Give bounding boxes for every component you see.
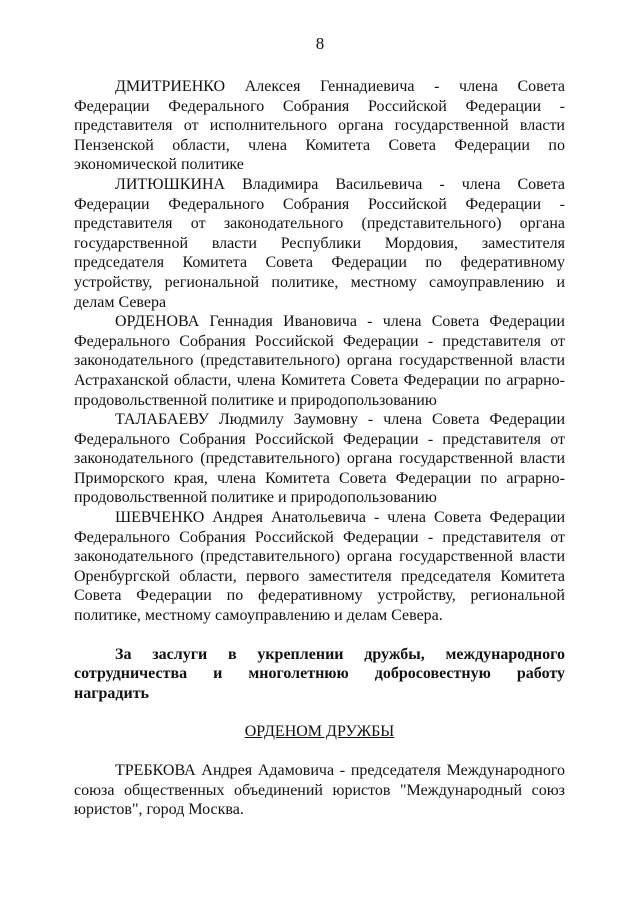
person-entry-ordenov: ОРДЕНОВА Геннадия Ивановича - члена Совета Федерации Федерального Собрания Российской Федерации - представителя от законодательного (представительного) органа государственной власти Астраханской области, члена Комитета Совета Федерации по аграрно-продовольственной политике и природопользованию	[74, 313, 565, 409]
awardee-entry: ТРЕБКОВА Андрея Адамовича - председателя Международного союза общественных объединений юристов "Международный союз юристов", город Москва.	[74, 762, 565, 819]
page-number: 8	[315, 34, 325, 53]
person-entry-shevchenko: ШЕВЧЕНКО Андрея Анатольевича - члена Совета Федерации Федерального Собрания Российской Федерации - представителя от законодательного (представительного) органа государственной власти Оренбургской области, первого заместителя председателя Комитета Совета Федерации по федеративному устройству, региональной политике, местному самоуправлению и делам Севера.	[74, 509, 565, 625]
person-entry-lityushkin: ЛИТЮШКИНА Владимира Васильевича - члена Совета Федерации Федерального Собрания Российской Федерации - представителя от законодательного (представительного) органа государственной власти Республики Мордовия, заместителя председателя Комитета Совета Федерации по федеративному устройству, региональной политике, местному самоуправлению и делам Севера	[74, 175, 565, 311]
award-heading: За заслуги в укреплении дружбы, международного сотрудничества и многолетнюю добросовестную работу наградить	[74, 645, 565, 702]
person-entry-talabaeva: ТАЛАБАЕВУ Людмилу Заумовну - члена Совета Федерации Федерального Собрания Российской Федерации - представителя от законодательного (представительного) органа государственной власти Приморского края, члена Комитета Совета Федерации по аграрно-продовольственной политике и природопользованию	[74, 411, 565, 507]
document-body	[74, 77, 565, 820]
order-title: ОРДЕНОМ ДРУЖБЫ	[244, 723, 395, 741]
person-entry-dmitrienko: ДМИТРИЕНКО Алексея Геннадиевича - члена Совета Федерации Федерального Собрания Российской Федерации - представителя от исполнительного органа государственной власти Пензенской области, члена Комитета Совета Федерации по экономической политике	[74, 78, 565, 174]
